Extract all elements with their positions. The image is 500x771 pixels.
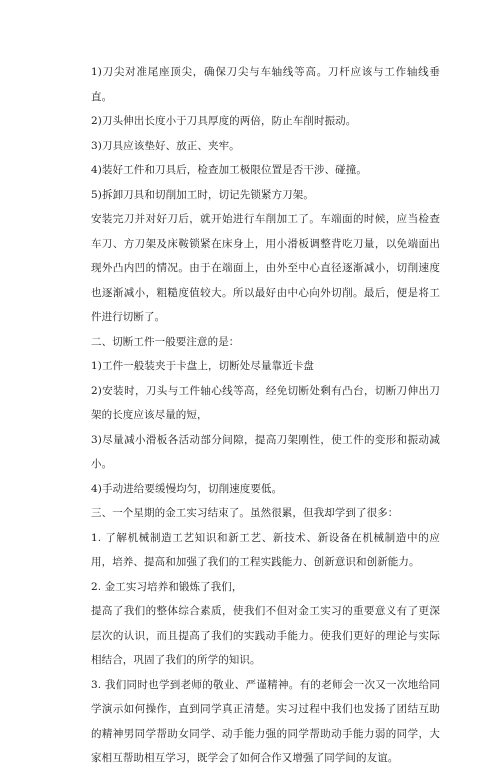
paragraph-9: 2)安装时，刀头与工件轴心线等高，经免切断处剩有凸台，切断刀伸出刀架的长度应该尽量的短， (91, 384, 440, 421)
paragraph-1: 1)刀尖对准尾座顶尖，确保刀尖与车轴线等高。刀杆应该与工作轴线垂直。 (91, 66, 440, 103)
paragraph-2: 2)刀头伸出长度小于刀具厚度的两倍，防止车削时振动。 (91, 115, 357, 127)
paragraph-10: 3)尽量减小滑板各活动部分间隙，提高刀架刚性，使工件的变形和振动减小。 (91, 433, 440, 470)
paragraph-12-heading: 三、一个星期的金工实习结束了。虽然很累，但我却学到了很多： (91, 507, 399, 519)
paragraph-4: 4)装好工件和刀具后，检查加工极限位置是否干涉、碰撞。 (91, 164, 367, 176)
paragraph-3: 3)刀具应该垫好、放正、夹牢。 (91, 139, 240, 152)
paragraph-16: 3. 我们同时也学到老师的敬业、严谨精神。有的老师会一次又一次地给同学演示如何操作，直到同学真正清楚。实习过程中我们也发扬了团结互助的精神男同学帮助女同学、动手能力强的同学帮助动手能力弱的同学，大家相互帮助相互学习，既学会了如何合作又增强了同学间的友谊。 (91, 678, 440, 764)
paragraph-14: 2. 金工实习培养和锻炼了我们， (91, 580, 243, 593)
paragraph-11: 4)手动进给要缓慢均匀，切削速度要低。 (91, 482, 283, 495)
paragraph-13: 1. 了解机械制造工艺知识和新工艺、新技术、新设备在机械制造中的应用，培养、提高和加强了我们的工程实践能力、创新意识和创新能力。 (91, 531, 440, 568)
paragraph-15: 提高了我们的整体综合素质，使我们不但对金工实习的重要意义有了更深层次的认识，而且提高了我们的实践动手能力。使我们更好的理论与实际相结合，巩固了我们的所学的知识。 (91, 605, 440, 666)
paragraph-7-heading: 二、切断工件一般要注意的是： (91, 335, 240, 348)
paragraph-6: 安装完刀并对好刀后，就开始进行车削加工了。车端面的时候，应当检查车刀、方刀架及床鞍锁紧在床身上，用小滑板调整背吃刀量，以免端面出现外凸内凹的情况。由于在端面上，由外至中心直径逐渐减小，切削速度也逐渐减小，粗糙度值较大。所以最好由中心向外切削。最后，便是将工件进行切断了。 (91, 213, 440, 323)
paragraph-5: 5)拆卸刀具和切削加工时，切记先锁紧方刀架。 (91, 188, 314, 201)
paragraph-8: 1)工件一般装夹于卡盘上，切断处尽量靠近卡盘 (91, 360, 314, 372)
